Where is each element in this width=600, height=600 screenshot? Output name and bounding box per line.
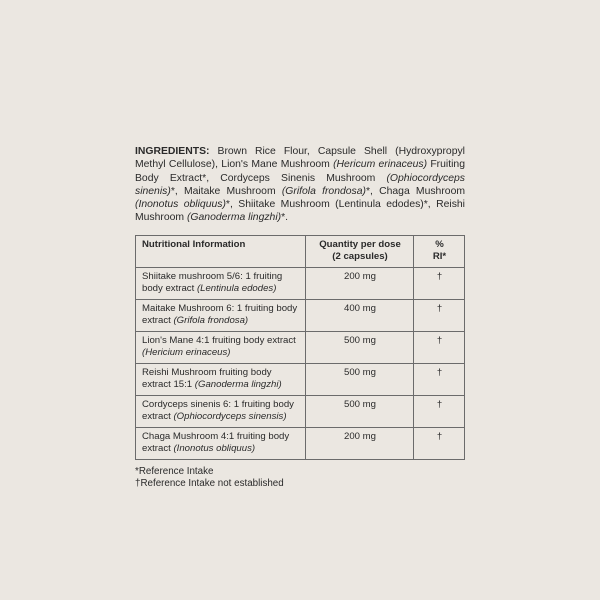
row-quantity-cell: 500 mg xyxy=(306,331,414,363)
header-quantity-per-dose: Quantity per dose (2 capsules) xyxy=(306,235,414,267)
row-ri-cell: † xyxy=(414,331,465,363)
row-ri-cell: † xyxy=(414,267,465,299)
table-row xyxy=(136,299,465,331)
footnotes xyxy=(135,466,465,491)
row-ri-cell: † xyxy=(414,299,465,331)
ingredients-latin: (Hericum erinaceus) xyxy=(333,159,428,171)
ingredients-text: Brown Rice Flour, Capsule Shell (Hydroxypropyl Methyl Cellulose), Lion's Mane Mushroom xyxy=(135,146,465,171)
ingredients-latin: (Inonotus obliquus) xyxy=(135,199,226,211)
ingredients-text: *, Maitake Mushroom xyxy=(170,185,282,197)
footnote-reference-intake: *Reference Intake xyxy=(135,465,214,477)
row-quantity-cell: 500 mg xyxy=(306,395,414,427)
row-ri-cell: † xyxy=(414,395,465,427)
label-panel xyxy=(135,145,465,491)
row-ingredient-cell: Lion's Mane 4:1 fruiting body extract (Hericium erinaceus) xyxy=(136,331,306,363)
table-header-row xyxy=(136,235,465,267)
table-row xyxy=(136,267,465,299)
row-ri-cell: † xyxy=(414,363,465,395)
ingredients-latin: (Ganoderma lingzhi) xyxy=(186,212,282,224)
row-ingredient-cell: Maitake Mushroom 6: 1 fruiting body extract (Grifola frondosa) xyxy=(136,299,306,331)
table-row xyxy=(136,395,465,427)
ingredients-latin: (Ophiocordyceps sinenis) xyxy=(135,172,465,197)
nutrition-table xyxy=(135,235,465,460)
ingredients-paragraph xyxy=(135,145,465,225)
footnote-not-established: †Reference Intake not established xyxy=(135,478,284,490)
row-quantity-cell: 200 mg xyxy=(306,267,414,299)
row-ingredient-cell: Shiitake mushroom 5/6: 1 fruiting body extract (Lentinula edodes) xyxy=(136,267,306,299)
ingredients-label: INGREDIENTS: xyxy=(135,146,210,157)
ingredients-text: *, Shiitake Mushroom (Lentinula edodes)*, Reishi Mushroom xyxy=(135,199,465,224)
row-quantity-cell: 200 mg xyxy=(306,427,414,459)
ingredients-text: Fruiting Body Extract*, Cordyceps Sinenis Mushroom xyxy=(135,159,465,184)
row-ingredient-cell: Chaga Mushroom 4:1 fruiting body extract (Inonotus obliquus) xyxy=(136,427,306,459)
ingredients-text: *, Chaga Mushroom xyxy=(365,185,466,197)
row-ri-cell: † xyxy=(414,427,465,459)
table-row xyxy=(136,331,465,363)
header-nutritional-information: Nutritional Information xyxy=(136,235,306,267)
header-percent-ri: % RI* xyxy=(414,235,465,267)
row-ingredient-cell: Reishi Mushroom fruiting body extract 15:1 (Ganoderma lingzhi) xyxy=(136,363,306,395)
ingredients-latin: (Grifola frondosa) xyxy=(281,185,366,197)
row-ingredient-cell: Cordyceps sinenis 6: 1 fruiting body extract (Ophiocordyceps sinensis) xyxy=(136,395,306,427)
row-quantity-cell: 400 mg xyxy=(306,299,414,331)
table-row xyxy=(136,363,465,395)
ingredients-text: *. xyxy=(281,212,289,224)
table-row xyxy=(136,427,465,459)
row-quantity-cell: 500 mg xyxy=(306,363,414,395)
